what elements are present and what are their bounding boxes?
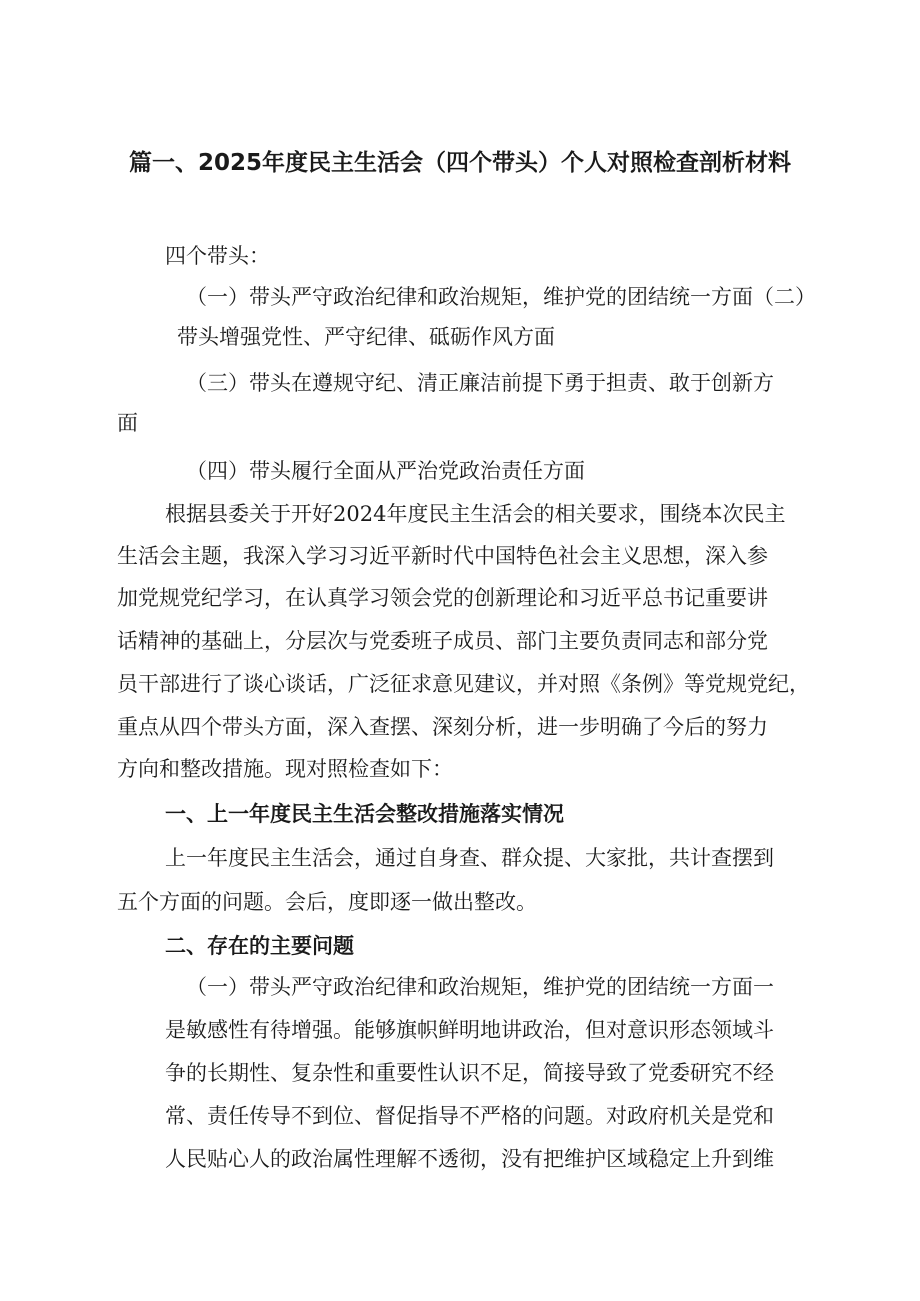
text-line: 争的长期性、复杂性和重要性认识不足，简接导致了党委研究不经 <box>165 1061 774 1085</box>
text-line: （一）带头严守政治纪律和政治规矩，维护党的团结统一方面（二） <box>186 285 816 309</box>
text-line: 人民贴心人的政治属性理解不透彻，没有把维护区域稳定上升到维 <box>165 1147 774 1171</box>
text-line: 员干部进行了谈心谈话，广泛征求意见建议，并对照《条例》等党规党纪， <box>117 672 810 696</box>
section-heading: 二、存在的主要问题 <box>165 934 354 958</box>
text-line: 方向和整改措施。现对照检查如下： <box>117 757 453 781</box>
text-line: （三）带头在遵规守纪、清正廉洁前提下勇于担责、敢于创新方 <box>186 371 774 395</box>
text-line: （一）带头严守政治纪律和政治规矩，维护党的团结统一方面一 <box>186 975 774 999</box>
document-title: 篇一、2025年度民主生活会（四个带头）个人对照检查剖析材料 <box>128 150 791 176</box>
text-line: 常、责任传导不到位、督促指导不严格的问题。对政府机关是党和 <box>165 1104 774 1128</box>
section-heading: 一、上一年度民主生活会整改措施落实情况 <box>165 802 564 826</box>
text-line: 上一年度民主生活会，通过自身查、群众提、大家批，共计查摆到 <box>165 846 774 870</box>
text-line: 根据县委关于开好2024年度民主生活会的相关要求，围绕本次民主 <box>165 502 786 526</box>
text-line: 话精神的基础上，分层次与党委班子成员、部门主要负责同志和部分党 <box>117 629 768 653</box>
text-line: 生活会主题，我深入学习习近平新时代中国特色社会主义思想，深入参 <box>117 544 768 568</box>
text-line: 加党规党纪学习，在认真学习领会党的创新理论和习近平总书记重要讲 <box>117 586 768 610</box>
text-line: 四个带头： <box>165 244 270 268</box>
text-line: 是敏感性有待增强。能够旗帜鲜明地讲政治，但对意识形态领域斗 <box>165 1018 774 1042</box>
text-line: 带头增强党性、严守纪律、砥砺作风方面 <box>177 325 555 349</box>
text-line: （四）带头履行全面从严治党政治责任方面 <box>186 459 585 483</box>
text-line: 重点从四个带头方面，深入查摆、深刻分析，进一步明确了今后的努力 <box>117 715 768 739</box>
text-line: 面 <box>117 411 138 435</box>
text-line: 五个方面的问题。会后，度即逐一做出整改。 <box>117 890 537 914</box>
